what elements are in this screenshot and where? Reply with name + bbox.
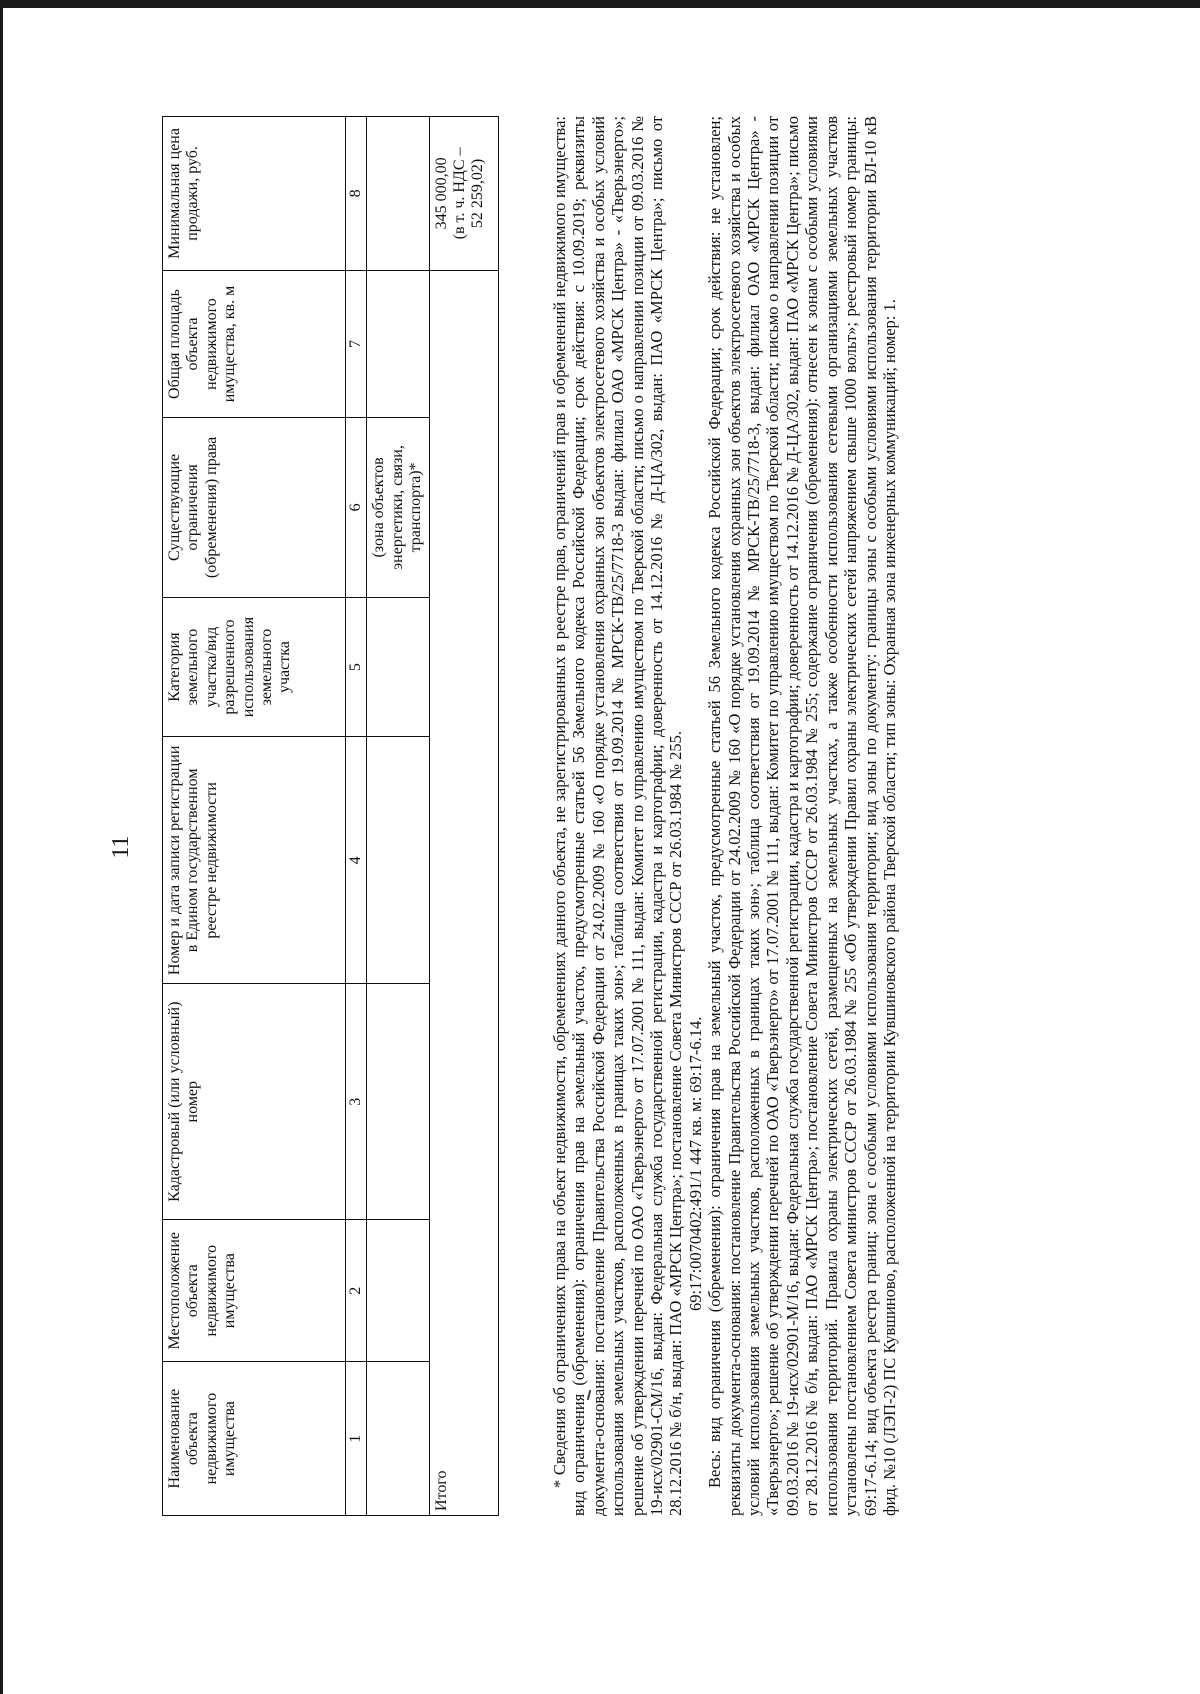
table-data-row: [367, 117, 429, 1516]
table-cell: [367, 270, 429, 417]
table-header-row: [163, 117, 346, 1516]
column-number: 5: [346, 597, 367, 737]
total-price: [429, 117, 498, 271]
page-number: 11: [108, 835, 134, 859]
header-name: Наименование объекта недвижимого имущества: [163, 1362, 346, 1516]
column-number: 4: [346, 737, 367, 984]
table-cell: [367, 737, 429, 984]
column-number: 2: [346, 1220, 367, 1362]
header-registration-record: Номер и дата записи регистрации в Едином государственном реестре недвижимости: [163, 737, 346, 984]
total-row: [429, 117, 498, 1516]
total-label: Итого: [429, 270, 498, 1515]
header-min-price: Минимальная цена продажи, руб.: [163, 117, 346, 271]
total-price-vat-label: (в т. ч. НДС –: [450, 147, 468, 240]
table-cell: [367, 597, 429, 737]
table-cell: [367, 1362, 429, 1516]
footnotes: [550, 116, 899, 1516]
footnote-restrictions: * Сведения об ограничениях права на объект недвижимости, обременениях данного объекта, не зарегистрированных в реестре прав, ограничений прав и обременений недвижимого имущества: вид ограничения (обременения): ограничения прав на земельный участок, предусмотренные статьей 56 Земельного кодекса Российской Федерации; срок действия: с 10.09.2019; реквизиты документа-основания: постановление Правительства Российской Федерации от 24.02.2009 № 160 «О порядке установления охранных зон объектов электросетевого хозяйства и особых условий использования земельных участков, расположенных в границах таких зон»; таблица соответствия от 19.09.2014 № МРСК-ТВ/25/7718-3 выдан: филиал ОАО «МРСК Центра» - «Тверьэнерго»; решение об утверждении перечней по ОАО «Тверьэнерго» от 17.07.2001 № 111, выдан: Комитет по управлению имуществом по Тверской области; письмо о направлении позиции от 09.03.2016 № 19-исх/02901-СМ/16, выдан: Федеральная служба государственной регистрации, кадастра и картографии; доверенность от 14.12.2016 № Д-ЦА/302, выдан: ПАО «МРСК Центра»; письмо от 28.12.2016 № б/н, выдан: ПАО «МРСК Центра»; постановление Совета Министров СССР от 26.03.1984 № 255.: [550, 116, 686, 1516]
column-number: 7: [346, 270, 367, 417]
header-restrictions: Существующие ограничения (обременения) права: [163, 418, 346, 597]
column-number: 1: [346, 1362, 367, 1516]
total-price-value: 345 000,00: [432, 157, 450, 230]
property-table: [162, 116, 499, 1516]
header-cadastral-number: Кадастровый (или условный) номер: [163, 984, 346, 1220]
header-land-category: Категория земельного участка/вид разрешенного использования земельного участка: [163, 597, 346, 737]
table-cell: [367, 984, 429, 1220]
column-number: 6: [346, 418, 367, 597]
table-cell: [367, 1220, 429, 1362]
footnote-cadastral-part: 69:17:0070402:491/1 447 кв. м: 69:17-6.14.: [685, 1016, 705, 1311]
column-number: 3: [346, 984, 367, 1220]
table-cell: [367, 117, 429, 271]
column-numbers-row: [346, 117, 367, 1516]
header-total-area: Общая площадь объекта недвижимого имущества, кв. м: [163, 270, 346, 417]
footnote-whole-plot: Весь: вид ограничения (обременения): ограничения прав на земельный участок, предусмотренные статьей 56 Земельного кодекса Российской Федерации; срок действия: не установлен; реквизиты документа-основания: постановление Правительства Российской Федерации от 24.02.2009 № 160 «О порядке установления охранных зон объектов электросетевого хозяйства и особых условий использования земельных участков, расположенных в границах таких зон»; таблица соответствия от 19.09.2014 № МРСК-ТВ/25/7718-3, выдан: филиал ОАО «МРСК Центра» - «Тверьэнерго»; решение об утверждении перечней по ОАО «Тверьэнерго» от 17.07.2001 № 111, выдан: Комитет по управлению имуществом по Тверской области; письмо о направлении позиции от 09.03.2016 № 19-исх/02901-М/16, выдан: Федеральная служба государственной регистрации, кадастра и картографии; доверенность от 14.12.2016 № Д-ЦА/302, выдан: ПАО «МРСК Центра»; письмо от 28.12.2016 № б/н, выдан: ПАО «МРСК Центра»; постановление Совета Министров СССР от 26.03.1984 № 255; содержание ограничения (обременения): отнесен к зонам с особыми условиями использования территорий. Правила охраны электрических сетей, размещенных на земельных участках, а также особенности использования сетевыми организациями земельных участков установлены постановлением Совета министров СССР от 26.03.1984 № 255 «Об утверждении Правил охраны электрических сетей напряжением свыше 1000 вольт»; реестровый номер границы: 69:17-6.14; вид объекта реестра границ: зона с особыми условиями использования территории; вид зоны по документу: границы зоны с особыми условиями использования территории ВЛ-10 кВ фид. №10 (ЛЭП-2) ПС Кувшиново, расположенной на территории Кувшиновского района Тверской области; тип зоны: Охранная зона инженерных коммуникаций; номер: 1.: [705, 116, 899, 1516]
restriction-cell: (зона объектов энергетики, связи, транспорта)*: [367, 418, 429, 597]
total-price-vat-value: 52 259,02): [469, 158, 487, 229]
header-location: Местоположение объекта недвижимого имущества: [163, 1220, 346, 1362]
column-number: 8: [346, 117, 367, 271]
